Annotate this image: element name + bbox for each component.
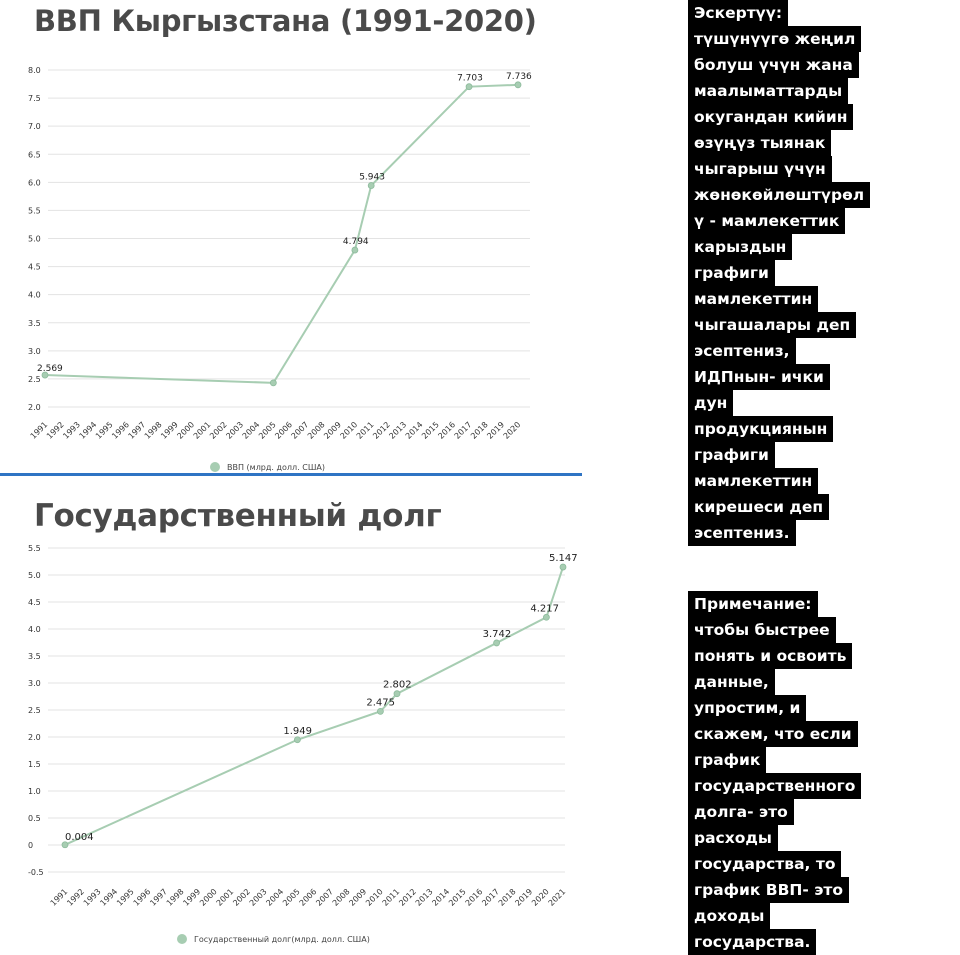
russian-note-line: государства, то xyxy=(688,851,841,877)
debt-y-tick-label: 0.5 xyxy=(28,814,41,823)
gdp-x-tick-label: 2001 xyxy=(191,420,213,441)
kyrgyz-note-line: түшүнүүгө жеңил xyxy=(688,26,861,52)
russian-note xyxy=(688,591,861,955)
debt-x-tick-label: 1997 xyxy=(148,887,170,908)
debt-y-tick-label: 1.0 xyxy=(28,787,41,796)
gdp-y-tick-label: 5.5 xyxy=(28,206,41,216)
gdp-x-tick-label: 2018 xyxy=(469,420,490,441)
debt-chart-panel xyxy=(0,476,580,948)
debt-x-tick-label: 2021 xyxy=(546,887,568,908)
gdp-x-tick-label: 1991 xyxy=(28,420,50,441)
kyrgyz-note-line: чыгашалары деп xyxy=(688,312,856,338)
gdp-x-tick-label: 2007 xyxy=(289,420,311,441)
gdp-data-point xyxy=(515,82,521,88)
gdp-data-point xyxy=(368,183,374,189)
debt-data-point xyxy=(377,708,383,714)
gdp-x-tick-label: 2003 xyxy=(224,420,246,441)
debt-x-tick-label: 2006 xyxy=(297,887,319,908)
gdp-x-tick-label: 2004 xyxy=(240,420,262,441)
gdp-x-tick-label: 2019 xyxy=(485,420,507,441)
debt-x-tick-label: 2011 xyxy=(380,887,402,908)
debt-data-label: 2.475 xyxy=(366,697,396,709)
gdp-x-tick-label: 1995 xyxy=(93,420,115,441)
russian-note-line: доходы xyxy=(688,903,770,929)
gdp-y-tick-label: 4.0 xyxy=(28,290,41,300)
gdp-y-tick-label: 2.0 xyxy=(28,403,41,412)
kyrgyz-note-line: графиги xyxy=(688,442,775,468)
gdp-x-tick-label: 1996 xyxy=(110,420,131,441)
debt-x-tick-label: 1995 xyxy=(115,887,136,908)
gdp-x-tick-label: 2017 xyxy=(452,420,474,441)
gdp-x-tick-label: 1993 xyxy=(61,420,83,441)
debt-data-point xyxy=(394,691,400,697)
gdp-y-tick-label: 7.5 xyxy=(28,94,41,104)
debt-series-line xyxy=(65,567,563,845)
debt-x-tick-label: 2015 xyxy=(447,887,468,908)
debt-data-point xyxy=(543,614,549,620)
gdp-x-tick-label: 2009 xyxy=(322,420,344,441)
debt-x-tick-label: 2013 xyxy=(413,887,435,908)
russian-note-line: чтобы быстрее xyxy=(688,617,836,643)
gdp-x-tick-label: 1997 xyxy=(126,420,148,441)
gdp-x-tick-label: 2015 xyxy=(420,420,441,441)
debt-x-tick-label: 2005 xyxy=(281,887,302,908)
gdp-x-tick-label: 2012 xyxy=(371,420,392,441)
debt-data-label: 5.147 xyxy=(549,553,578,565)
debt-x-tick-label: 2008 xyxy=(330,887,352,908)
debt-data-label: 4.217 xyxy=(530,603,560,615)
debt-x-tick-label: 2016 xyxy=(463,887,485,908)
kyrgyz-note-line: ү - мамлекеттик xyxy=(688,208,845,234)
debt-y-tick-label: 0 xyxy=(28,841,34,850)
gdp-x-tick-label: 1998 xyxy=(142,420,164,441)
gdp-data-point xyxy=(270,380,276,386)
debt-legend-marker xyxy=(177,934,187,944)
gdp-data-label: 7.736 xyxy=(506,71,532,82)
debt-data-label: 3.742 xyxy=(482,628,512,640)
debt-y-tick-label: 3.0 xyxy=(28,679,41,688)
gdp-data-label: 2.569 xyxy=(37,364,63,375)
gdp-x-tick-label: 2016 xyxy=(436,420,458,441)
debt-x-tick-label: 2000 xyxy=(198,887,219,908)
russian-note-line: график xyxy=(688,747,766,773)
debt-x-tick-label: 2014 xyxy=(430,887,452,908)
kyrgyz-note-line: ИДПнын- ички xyxy=(688,364,830,390)
debt-data-point xyxy=(494,640,500,646)
russian-note-line: данные, xyxy=(688,669,775,695)
gdp-x-tick-label: 2014 xyxy=(403,420,425,441)
debt-x-tick-label: 1992 xyxy=(65,887,87,908)
gdp-x-tick-label: 2008 xyxy=(305,420,327,441)
debt-y-tick-label: 2.0 xyxy=(28,733,41,742)
kyrgyz-note-line: графиги xyxy=(688,260,775,286)
debt-y-tick-label: 1.5 xyxy=(28,760,41,769)
kyrgyz-note-line: маалыматтарды xyxy=(688,78,848,104)
gdp-y-tick-label: 3.5 xyxy=(28,318,41,328)
gdp-y-tick-label: 6.5 xyxy=(28,150,41,160)
russian-note-line: понять и освоить xyxy=(688,643,852,669)
notes-panel xyxy=(582,0,960,951)
gdp-data-point xyxy=(352,247,358,253)
debt-x-tick-label: 2017 xyxy=(480,887,502,908)
gdp-chart xyxy=(0,0,580,474)
gdp-legend-label: ВВП (млрд. долл. США) xyxy=(227,463,325,472)
debt-x-tick-label: 2019 xyxy=(513,887,535,908)
russian-note-line: Примечание: xyxy=(688,591,818,617)
kyrgyz-note-line: дун xyxy=(688,390,733,416)
gdp-x-tick-label: 2013 xyxy=(387,420,409,441)
debt-chart-title: Государственный долг xyxy=(34,498,442,534)
debt-x-tick-label: 1996 xyxy=(131,887,153,908)
debt-y-tick-label: 5.5 xyxy=(28,544,41,553)
kyrgyz-note-line: продукциянын xyxy=(688,416,833,442)
debt-x-tick-label: 1998 xyxy=(164,887,186,908)
russian-note-line: скажем, что если xyxy=(688,721,858,747)
debt-chart xyxy=(0,476,580,948)
debt-x-tick-label: 2012 xyxy=(397,887,419,908)
gdp-x-tick-label: 2005 xyxy=(256,420,278,441)
russian-note-line: упростим, и xyxy=(688,695,806,721)
debt-legend-label: Государственный долг(млрд. долл. США) xyxy=(194,935,370,944)
gdp-series-line xyxy=(45,85,518,383)
kyrgyz-note xyxy=(688,0,870,546)
kyrgyz-note-line: болуш үчүн жана xyxy=(688,52,859,78)
debt-x-tick-label: 2002 xyxy=(231,887,253,908)
gdp-x-tick-label: 2006 xyxy=(273,420,295,441)
debt-x-tick-label: 2020 xyxy=(530,887,551,908)
debt-x-tick-label: 2004 xyxy=(264,887,286,908)
russian-note-line: государственного xyxy=(688,773,861,799)
gdp-legend-marker xyxy=(210,462,220,472)
kyrgyz-note-line: мамлекеттин xyxy=(688,468,818,494)
debt-data-point xyxy=(560,564,566,570)
gdp-x-tick-label: 1994 xyxy=(77,420,99,441)
gdp-x-tick-label: 2000 xyxy=(175,420,197,441)
gdp-x-tick-label: 2011 xyxy=(354,420,376,441)
debt-x-tick-label: 1993 xyxy=(81,887,103,908)
kyrgyz-note-line: Эскертүү: xyxy=(688,0,788,26)
kyrgyz-note-line: чыгарыш үчүн xyxy=(688,156,832,182)
debt-data-point xyxy=(294,737,300,743)
kyrgyz-note-line: эсептениз. xyxy=(688,520,796,546)
debt-x-tick-label: 1999 xyxy=(181,887,203,908)
gdp-chart-panel xyxy=(0,0,580,474)
gdp-x-tick-label: 1999 xyxy=(159,420,180,441)
gdp-data-label: 4.794 xyxy=(342,237,369,248)
kyrgyz-note-line: мамлекеттин xyxy=(688,286,818,312)
gdp-data-label: 7.703 xyxy=(457,73,483,84)
debt-x-tick-label: 2001 xyxy=(214,887,236,908)
gdp-y-tick-label: 4.5 xyxy=(28,262,41,272)
debt-y-tick-label: 5.0 xyxy=(28,571,41,580)
debt-x-tick-label: 2018 xyxy=(496,887,518,908)
gdp-y-tick-label: 8.0 xyxy=(28,66,41,75)
debt-x-tick-label: 1994 xyxy=(98,887,120,908)
gdp-x-tick-label: 2010 xyxy=(338,420,360,441)
debt-y-tick-label: -0.5 xyxy=(28,868,44,877)
debt-x-tick-label: 2007 xyxy=(314,887,336,908)
debt-x-tick-label: 1991 xyxy=(48,887,70,908)
gdp-data-point xyxy=(466,84,472,90)
russian-note-line: расходы xyxy=(688,825,778,851)
debt-x-tick-label: 2003 xyxy=(247,887,269,908)
kyrgyz-note-line: жөнөкөйлөштүрөл xyxy=(688,182,870,208)
gdp-x-tick-label: 1992 xyxy=(44,420,66,441)
debt-data-label: 2.802 xyxy=(383,679,412,691)
russian-note-line: график ВВП- это xyxy=(688,877,849,903)
debt-y-tick-label: 3.5 xyxy=(28,652,41,661)
kyrgyz-note-line: окугандан кийин xyxy=(688,104,853,130)
russian-note-line: долга- это xyxy=(688,799,794,825)
gdp-data-label: 5.943 xyxy=(359,172,385,183)
debt-x-tick-label: 2009 xyxy=(347,887,369,908)
gdp-chart-title: ВВП Кыргызстана (1991-2020) xyxy=(34,4,537,38)
debt-data-label: 1.949 xyxy=(283,725,313,737)
debt-data-label: 0.004 xyxy=(65,831,94,843)
gdp-y-tick-label: 7.0 xyxy=(28,122,41,132)
debt-y-tick-label: 4.0 xyxy=(28,625,41,634)
debt-y-tick-label: 4.5 xyxy=(28,598,41,607)
gdp-x-tick-label: 2020 xyxy=(501,420,523,441)
kyrgyz-note-line: эсептениз, xyxy=(688,338,796,364)
kyrgyz-note-line: карыздын xyxy=(688,234,792,260)
kyrgyz-note-line: өзүңүз тыянак xyxy=(688,130,831,156)
russian-note-line: государства. xyxy=(688,929,816,955)
gdp-y-tick-label: 3.0 xyxy=(28,346,41,356)
gdp-y-tick-label: 2.5 xyxy=(28,374,41,384)
gdp-x-tick-label: 2002 xyxy=(208,420,229,441)
gdp-y-tick-label: 5.0 xyxy=(28,234,41,244)
kyrgyz-note-line: кирешеси деп xyxy=(688,494,829,520)
gdp-y-tick-label: 6.0 xyxy=(28,178,41,188)
debt-y-tick-label: 2.5 xyxy=(28,706,41,715)
debt-x-tick-label: 2010 xyxy=(364,887,385,908)
